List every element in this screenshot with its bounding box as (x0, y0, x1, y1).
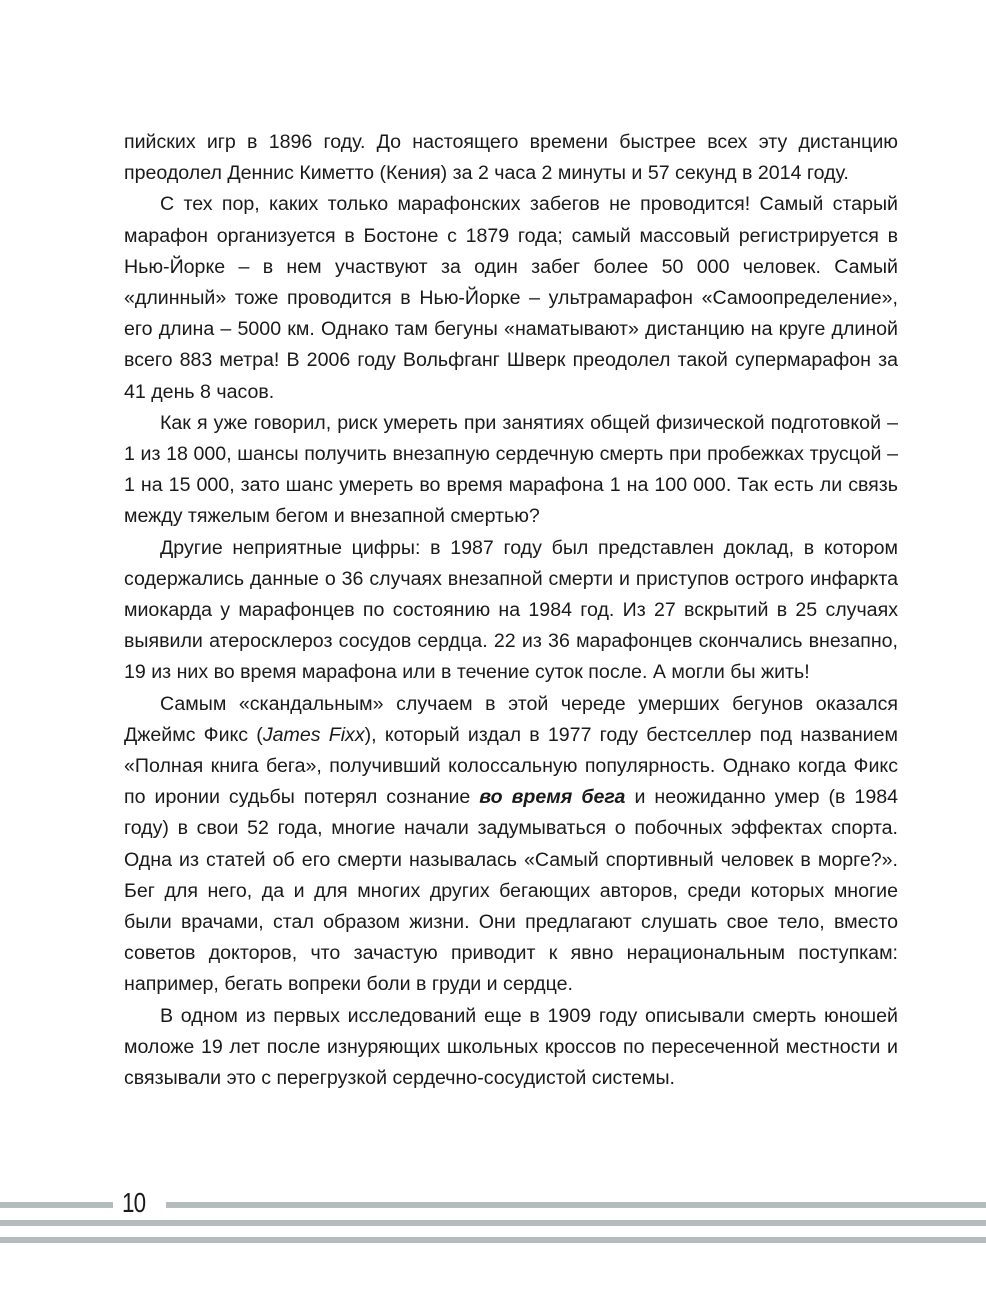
paragraph-2 (124, 189, 898, 407)
bold-italic-emphasis: во время бега (479, 786, 626, 809)
paragraph-text: Самым «скандальным» случаем в этой череде умерших бегунов оказался Джеймс Фикс ( (124, 692, 898, 746)
paragraph-text: Как я уже говорил, риск умереть при занятиях общей физической подготовкой – 1 из 18 000, шансы получить внезапную сердечную смерть при пробежках трусцой – 1 на 15 000, зато шанс умереть во время марафона 1 на 100 000. Так есть ли связь между тяжелым бегом и внезапной смертью? (124, 411, 898, 528)
paragraph-text: ), который издал в 1977 году бестселлер под названием «Полная книга бега», получивший колоссальную популярность. Однако когда Фикс по иронии судьбы потерял сознание (124, 723, 898, 809)
italic-name: James Fixx (262, 723, 365, 746)
paragraph-text: С тех пор, каких только марафонских забегов не проводится! Самый старый марафон организуется в Бостоне с 1879 года; самый массовый регистрируется в Нью-Йорке – в нем участвуют за один забег более 50 000 человек. Самый «длинный» тоже проводится в Нью-Йорке – ультрамарафон «Самоопределение», его длина – 5000 км. Однако там бегуны «наматывают» дистанцию на круге длиной всего 883 метра! В 2006 году Вольфганг Шверк преодолел такой супермарафон за 41 день 8 часов. (124, 193, 898, 403)
footer-stripe-middle (0, 1220, 986, 1226)
page-body (124, 127, 898, 1094)
paragraph-text: и неожиданно умер (в 1984 году) в свои 52 года, многие начали задумываться о побочных эффектах спорта. Одна из статей об его смерти называлась «Самый спортивный человек в морге?». Бег для него, да и для многих других бегающих авторов, среди которых многие были врачами, стал образом жизни. Они предлагают слушать свое тело, вместо советов докторов, что зачастую приводит к явно нерациональным поступкам: например, бегать вопреки боли в груди и сердце. (124, 786, 899, 996)
paragraph-5 (124, 689, 898, 1001)
footer-stripe-top-right (166, 1202, 986, 1208)
paragraph-1 (124, 127, 898, 189)
paragraph-text: В одном из первых исследований еще в 1909 году описывали смерть юношей моложе 19 лет после изнуряющих школьных кроссов по пересеченной местности и связывали это с перегрузкой сердечно-сосудистой системы. (124, 1004, 898, 1090)
page-number: 10 (122, 1187, 146, 1218)
paragraph-6 (124, 1001, 898, 1095)
paragraph-4 (124, 533, 898, 689)
paragraph-text: Другие неприятные цифры: в 1987 году был представлен доклад, в котором содержались данные о 36 случаях внезапной смерти и приступов острого инфаркта миокарда у марафонцев по состоянию на 1984 год. Из 27 вскрытий в 25 случаях выявили атеросклероз сосудов сердца. 22 из 36 марафонцев скончались внезапно, 19 из них во время марафона или в течение суток после. А могли бы жить! (124, 536, 898, 684)
footer-stripe-top-left (0, 1202, 113, 1208)
footer-stripe-bottom (0, 1237, 986, 1243)
paragraph-text: пийских игр в 1896 году. До настоящего времени быстрее всех эту дистанцию преодолел Деннис Киметто (Кения) за 2 часа 2 минуты и 57 секунд в 2014 году. (124, 131, 898, 185)
footer-stripes (0, 1202, 986, 1248)
paragraph-3 (124, 408, 898, 533)
